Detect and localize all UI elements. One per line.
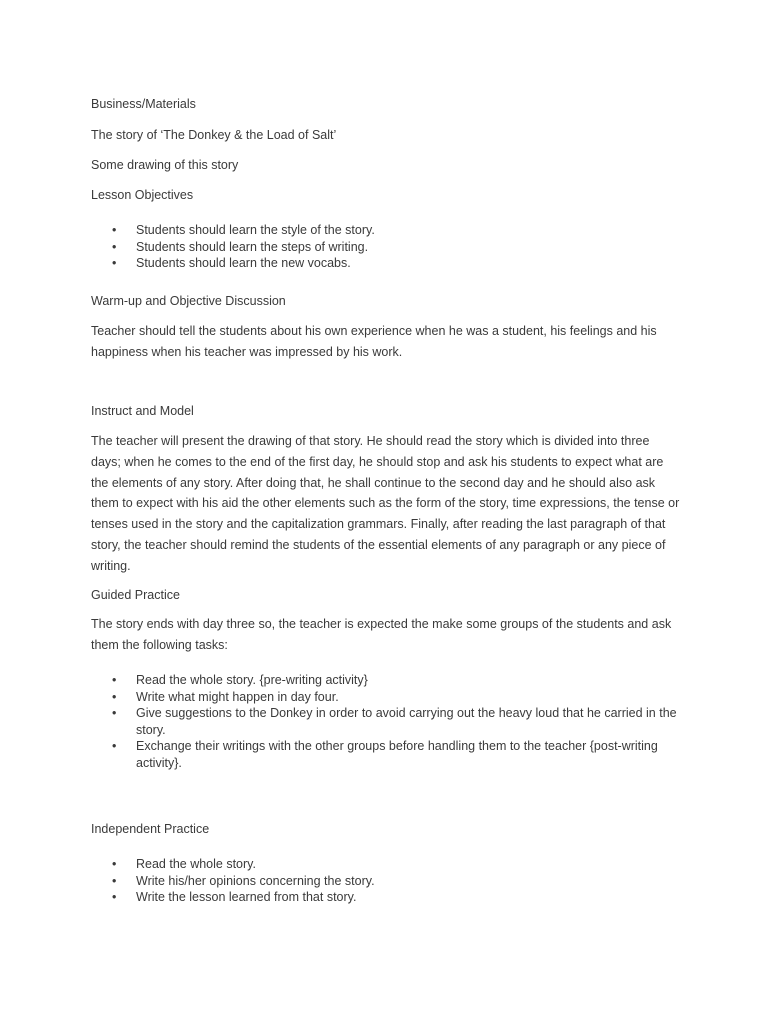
warmup-paragraph: Teacher should tell the students about his own experience when he was a student, his feelings and his happiness when his teacher was impressed by his work. — [91, 324, 657, 359]
independent-practice-heading: Independent Practice — [91, 822, 210, 836]
list-item: • Write what might happen in day four. — [91, 689, 681, 706]
list-item: • Give suggestions to the Donkey in order to avoid carrying out the heavy loud that he carried in the story. — [91, 705, 681, 738]
drawing-line: Some drawing of this story — [91, 158, 239, 172]
business-materials-heading: Business/Materials — [91, 97, 196, 111]
list-item: • Exchange their writings with the other groups before handling them to the teacher {post-writing activity}. — [91, 738, 681, 771]
story-title-line: The story of ‘The Donkey & the Load of Salt’ — [91, 128, 337, 142]
list-item: • Read the whole story. {pre-writing activity} — [91, 672, 681, 689]
warmup-heading: Warm-up and Objective Discussion — [91, 294, 286, 308]
instruct-paragraph: The teacher will present the drawing of that story. He should read the story which is divided into three days; when he comes to the end of the first day, he should stop and ask his students to expect what are the elements of any story. After doing that, he shall continue to the second day and he should also ask them to expect with his aid the other elements such as the form of the story, time expressions, the tense or tenses used in the story and the capitalization grammars. Finally, after reading the last paragraph of that story, the teacher should remind the students of the essential elements of any paragraph or any piece of writing. — [91, 434, 680, 573]
list-item: • Write his/her opinions concerning the story. — [91, 873, 681, 890]
guided-practice-list — [91, 672, 681, 772]
list-item: • Read the whole story. — [91, 856, 681, 873]
lesson-objectives-list — [91, 222, 681, 272]
instruct-heading: Instruct and Model — [91, 404, 194, 418]
guided-practice-paragraph: The story ends with day three so, the teacher is expected the make some groups of the students and ask them the following tasks: — [91, 617, 672, 652]
independent-practice-list — [91, 856, 681, 906]
list-item: • Write the lesson learned from that story. — [91, 889, 681, 906]
guided-practice-heading: Guided Practice — [91, 588, 180, 602]
lesson-objectives-heading: Lesson Objectives — [91, 188, 194, 202]
list-item: • Students should learn the style of the story. — [91, 222, 681, 239]
list-item: • Students should learn the new vocabs. — [91, 255, 681, 272]
list-item: • Students should learn the steps of writing. — [91, 239, 681, 256]
